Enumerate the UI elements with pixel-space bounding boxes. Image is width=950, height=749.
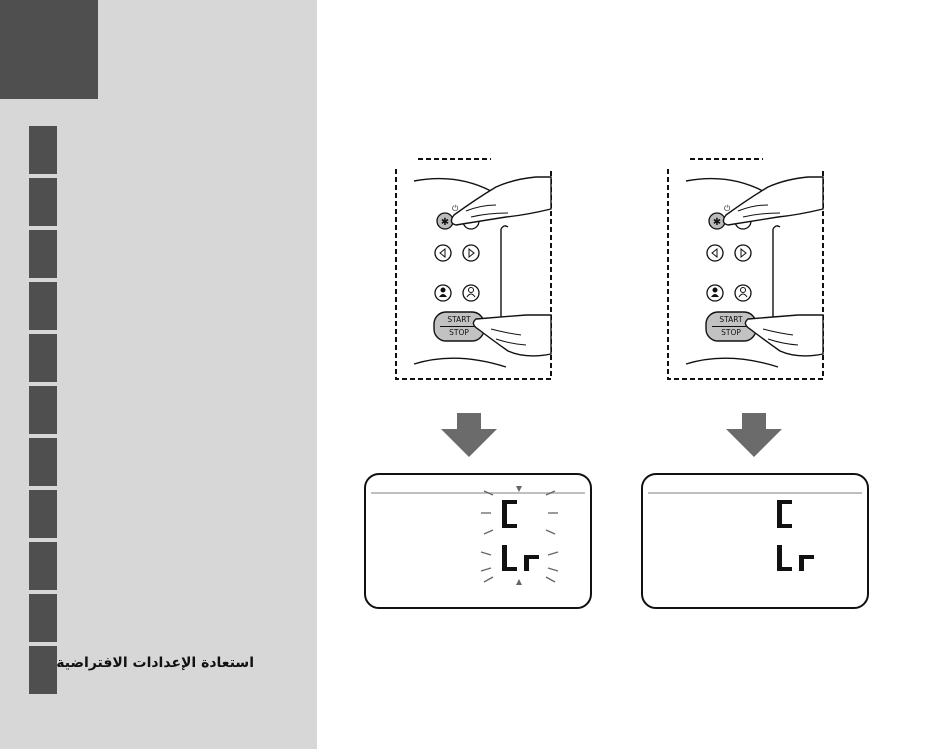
active-section-label: استعادة الإعدادات الافتراضية <box>56 655 254 671</box>
down-arrow-left <box>441 413 497 457</box>
device-panel-right <box>668 159 823 379</box>
start-label-right: START <box>719 315 743 324</box>
start-label-left: START <box>447 315 471 324</box>
stop-label-right: STOP <box>721 328 741 337</box>
device-panel-left <box>396 159 551 379</box>
lcd-display-steady <box>642 474 868 608</box>
instruction-illustration: ✱ ⏻ START STOP START STOP <box>0 0 950 749</box>
lcd-display-blinking <box>365 474 591 608</box>
stop-label-left: STOP <box>449 328 469 337</box>
down-arrow-right <box>726 413 782 457</box>
